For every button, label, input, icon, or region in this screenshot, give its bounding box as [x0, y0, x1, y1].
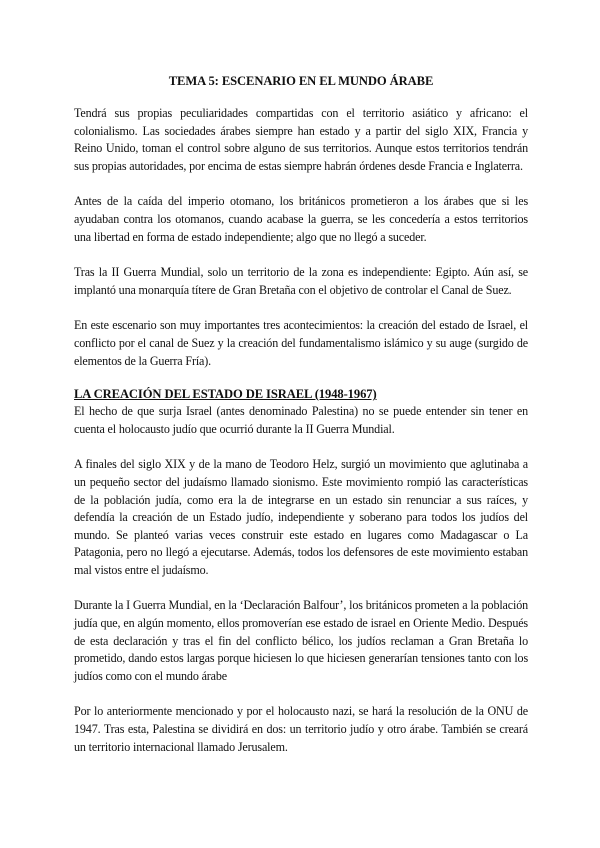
intro-paragraph-colonialism: Tendrá sus propias peculiaridades compartidas con el territorio asiático y africano: el colonialismo. Las sociedades árabes siempre han estado y a partir del siglo XIX, Francia y Reino Unido, toman el control sobre alguno de sus territorios. Aunque estos territorios tendrán sus propias autoridades, por encima de estas siempre habrán órdenes desde Francia e Inglaterra. [74, 106, 528, 173]
intro-paragraph-egypt: Tras la II Guerra Mundial, solo un territorio de la zona es independiente: Egipto. Aún así, se implantó una monarquía títere de Gran Bretaña con el objetivo de controlar el Canal de Suez. [74, 265, 528, 297]
section-paragraph-zionism: A finales del siglo XIX y de la mano de Teodoro Helz, surgió un movimiento que aglutinaba a un pequeño sector del judaísmo llamado sionismo. Este movimiento rompió las características de la población judía, como era la de integrarse en un estado sin renunciar a sus raíces, y defendía la creación de un Estado judío, independiente y soberano para todos los judíos del mundo. Se planteó varias veces construir este estado en lugares como Madagascar o La Patagonia, pero no llegó a ejecutarse. Además, todos los defensores de este movimiento estaban mal vistos entre el judaísmo. [74, 457, 528, 577]
section-paragraph-balfour: Durante la I Guerra Mundial, en la ‘Declaración Balfour’, los británicos prometen a la población judía que, en algún momento, ellos promoverían ese estado de israel en Oriente Medio. Después de esta declaración y tras el fin del conflicto bélico, los judíos reclaman a Gran Bretaña lo prometido, dando estos largas porque hiciesen lo que hiciesen generarían tensiones tanto con los judíos como con el mundo árabe [74, 598, 528, 683]
section-paragraph-un-resolution: Por lo anteriormente mencionado y por el holocausto nazi, se hará la resolución de la ONU de 1947. Tras esta, Palestina se dividirá en dos: un territorio judío y otro árabe. También se creará un territorio internacional llamado Jerusalem. [74, 704, 528, 754]
intro-paragraph-ottoman-empire: Antes de la caída del imperio otomano, los británicos prometieron a los árabes que si les ayudaban contra los otomanos, cuando acabase la guerra, se les concedería a estos territorios una libertad en forma de estado independiente; algo que no llegó a suceder. [74, 194, 528, 244]
intro-paragraph-three-events: En este escenario son muy importantes tres acontecimientos: la creación del estado de Israel, el conflicto por el canal de Suez y la creación del fundamentalismo islámico y su auge (surgido de elementos de la Guerra Fría). [74, 318, 528, 368]
section-heading-israel: LA CREACIÓN DEL ESTADO DE ISRAEL (1948-1967) [74, 387, 377, 402]
document-page [74, 73, 528, 756]
document-title: TEMA 5: ESCENARIO EN EL MUNDO ÁRABE [168, 74, 434, 88]
section-paragraph-holocaust: El hecho de que surja Israel (antes denominado Palestina) no se puede entender sin tener en cuenta el holocausto judío que ocurrió durante la II Guerra Mundial. [74, 404, 528, 436]
